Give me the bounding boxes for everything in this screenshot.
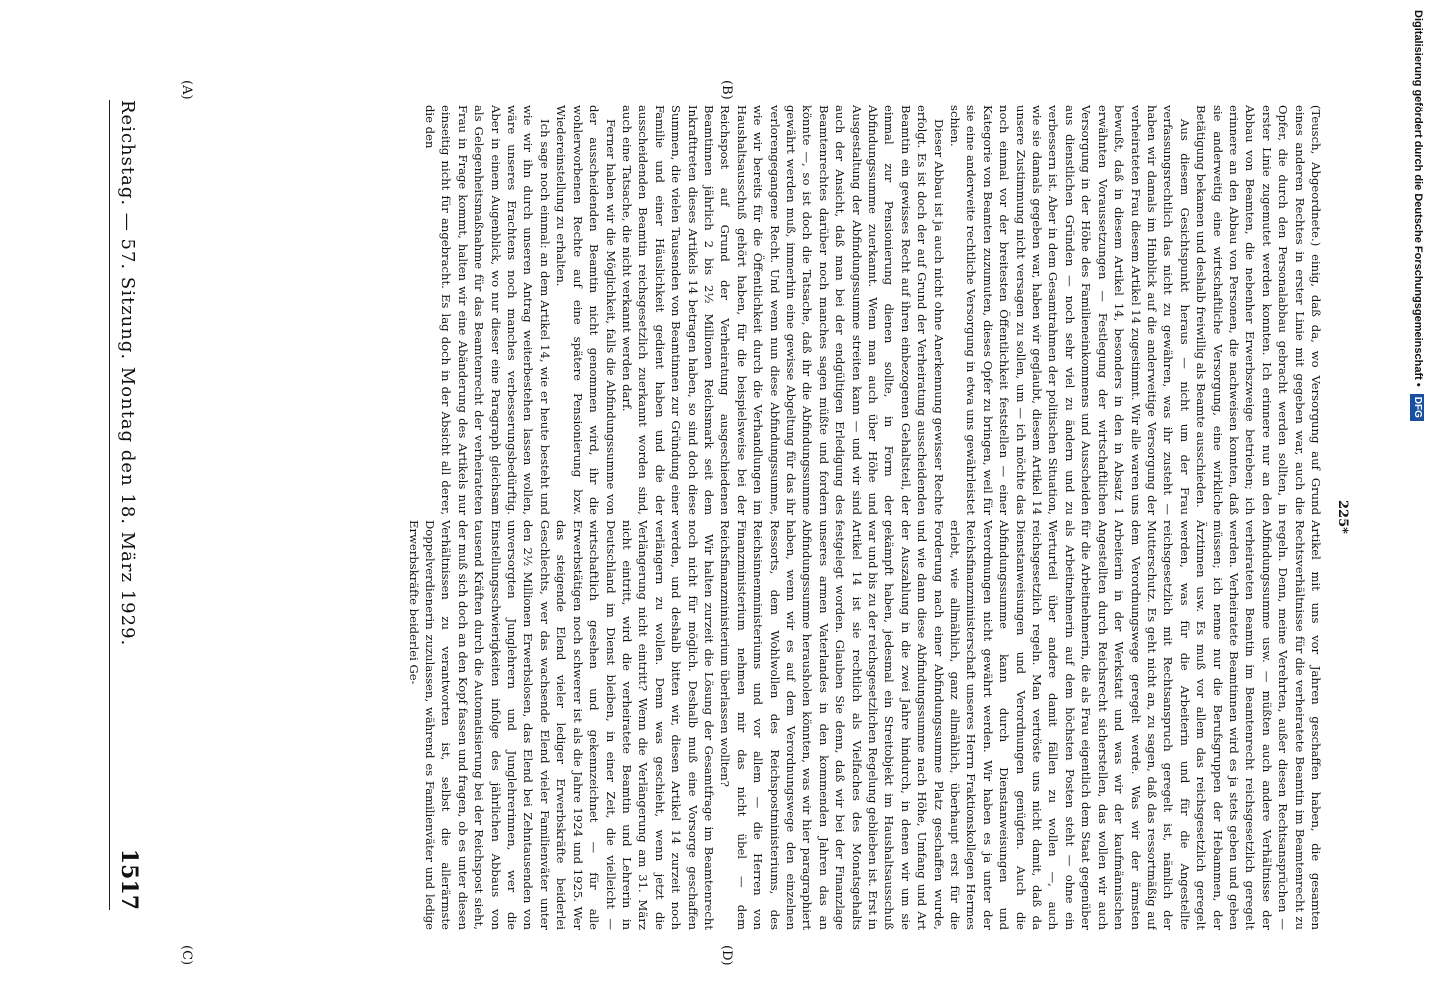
margin-marker-c: (C) xyxy=(179,945,194,966)
dfg-sidebar-text-wrap xyxy=(1404,0,1432,1000)
footer-signature-mark: 225* xyxy=(1335,500,1350,534)
paragraph: Aus diesem Gesichtspunkt heraus — nicht um der Frau verfassungsrechtlich das nicht zu gewähren, was ihr zusteht — haben wir damals im Hinblick auf die anderweitige Versorgung der verheirateten Frau diesem Artikel 14 zugestimmt. Wir alle waren uns bewußt, daß in diesem Artikel 14, besonders in den in Absatz 1 erwähnten Voraussetzungen — Festlegung der wirtschaftlichen Versorgung in der Höhe des Familieneinkommens und Ausscheiden aus dienstlichen Gründen — noch sehr viel zu ändern und zu verbessern ist. Aber in dem Gesamtrahmen der politischen Situation, wie sie damals gegeben war, haben wir geglaubt, diesem Artikel 14 unsere Zustimmung nicht versagen zu sollen, um — ich möchte das noch einmal vor der breitesten Öffentlichkeit feststellen — einer Kategorie von Beamten zuzumuten, dieses Opfer zu bringen, weil für sie eine anderweite rechtliche Versorgung in etwa uns gewährleistet schien. xyxy=(948,105,1192,515)
dfg-credit-text: Digitalisierung gefördert durch die Deutsche Forschungsgemeinschaft • xyxy=(1412,10,1424,387)
paragraph: (Teusch, Abgeordnete.) einig, daß da, wo Versorgung auf Grund eines anderen Rechtes in erster Linie mit gegeben war, auch die Opfer, die durch den Personalabbau gebracht werden sollten, in erster Linie zugemutet werden konnten. Ich erinnere nur an den Abbau von Beamten, die nebenher Erwerbszweige betrieben; ich erinnere an den Abbau von Personen, die nachweisen konnten, daß sie anderweitig eine wirtschaftliche Versorgung, eine wirkliche Betätigung bekamen und deshalb freiwillig als Beamte ausschieden. xyxy=(1194,105,1323,515)
margin-marker-b: (B) xyxy=(719,80,734,100)
paragraph: Dieser Abbau ist ja auch nicht ohne Anerkennung gewisser Rechte erfolgt. Es ist doch der auf Grund der Verheiratung ausscheidenden Beamtin ein gewisses Recht auf ihren einbezogenen Gehaltsteil, der einmal zur Pensionierung dienen sollte, in Form der Abfindungssumme zuerkannt. Wenn man auch über Höhe und Ausgestaltung der Abfindungssumme streiten kann — und wir sind auch der Ansicht, daß man bei der endgültigen Erledigung des Beamtenrechtes darüber noch manches sagen müßte und fordern könnte —, so ist doch die Tatsache, daß ihr die Abfindungssumme gewährt werden muß, immerhin eine gewisse Abgeltung für das ihr verlorengegangene Recht. Und wenn nun diese Abfindungssumme, wie wir bereits für die Öffentlichkeit durch die Verhandlungen im Haushaltsausschuß gehört haben, für die beispielsweise bei der Reichspost auf Grund der Verheiratung ausgeschiedenen Beamtinnen jährlich 2 bis 2½ Millionen Reichsmark seit dem Inkrafttreten dieses Artikels 14 betragen haben, so sind doch diese Summen, die vielen Tausenden von Beamtinnen zur Gründung einer Familie und einer Häuslichkeit gedient haben und die der ausscheidenden Beamtin reichsgesetzlich zuerkannt worden sind, auch eine Tatsache, die nicht verkannt werden darf. xyxy=(619,105,946,515)
page-number: 1517 xyxy=(116,848,142,910)
right-column xyxy=(149,520,1324,930)
margin-marker-a: (A) xyxy=(179,80,194,100)
paragraph: Artikel mit uns vor Jahren geschaffen haben, die gesamten Rechtsverhältnisse für die verheiratete Beamtin im Beamtenrecht zu regeln. Denn, meine Verehrten, außer diesen Rechtsansprüchen — Abfindungssumme usw. — müßten auch andere Verhältnisse der verheirateten Beamtin im Beamtenrecht reichsgesetzlich geregelt werden. Verheiratete Beamtinnen wird es ja stets geben und geben müssen; ich nenne nur die Berufsgruppen der Hebammen, der Ärztinnen usw. Es muß vor allem das reichsgesetzlich geregelt werden, was für die Arbeiterin und für die Angestellte reichsgesetzlich mit Rechtsanspruch geregelt ist, nämlich der Mutterschutz. Es geht nicht an, zu sagen, daß das ressortmäßig auf dem Verordnungswege geregelt werde. Was wir der ärmsten Arbeiterin in der Werkstatt und was wir der kaufmännischen Angestellten durch Reichsrecht sicherstellen, das wollen wir auch für die Arbeitnehmerin, die als Frau eigentlich dem Staat gegenüber als Arbeitnehmerin auf dem höchsten Posten steht — ohne ein Werturteil über andere damit fällen zu wollen —, auch reichsgesetzlich regeln. Man vertröste uns nicht damit, daß da Dienstanweisungen und Verordnungen genügten. Auch die Abfindungssumme kann durch Dienstanweisungen und Verordnungen nicht gewährt werden. Wir haben es ja unter der Reichsfinanzministerschaft unseres Herrn Fraktionskollegen Hermes erlebt, wie allmählich, ganz allmählich, überhaupt erst für die Forderung nach einer Abfindungssumme Platz geschaffen wurde, und wie dann diese Abfindungssumme nach Höhe, Umfang und Art der Auszahlung in die zwei Jahre hindurch, in denen wir um sie gekämpft haben, jedesmal ein Streitobjekt im Haushaltsausschuß war und bis zu der reichsgesetzlichen Regelung geblieben ist. Erst in Artikel 14 ist sie rechtlich als Vielfaches des Monatsgehalts festgelegt worden. Glauben Sie denn, daß wir bei der Finanzlage unseres armen Vaterlandes in den kommenden Jahren das an Abfindungssumme herausholen könnten, was wir hier paragraphiert haben, wenn wir es auf dem Verordnungswege den einzelnen Ressorts, dem Wohlwollen des Reichspostministeriums, des Reichsinnenministeriums und vor allem — die Herren von Finanzministerium nehmen mir das nicht übel — dem Reichsfinanzministerium überlassen wollten? xyxy=(718,520,1323,930)
header-title: Reichstag. — 57. Sitzung. Montag den 18. März 1929. xyxy=(117,100,138,647)
paragraph: Ich sage noch einmal: an dem Artikel 14, wie er heute besteht und wie wir ihn durch unseren Antrag weiterbestehen lassen wollen, wäre unseres Erachtens noch manches verbesserungsbedürftig. Aber in einem Augenblick, wo nur dieser eine Paragraph gleichsam als Gelegenheitsmaßnahme für das Beamtenrecht der verheirateten Frau in Frage kommt, halten wir eine Abänderung des Artikels nur einseitig nicht für angebracht. Es lag doch in der Absicht all derer, die den xyxy=(423,105,552,515)
header-rule xyxy=(109,100,110,910)
margin-marker-d: (D) xyxy=(719,945,734,966)
left-column xyxy=(149,105,1324,515)
paragraph: Ferner haben wir die Möglichkeit, falls die Abfindungssumme von der ausscheidenden Beamtin nicht genommen wird, ihr die wohlerworbenen Rechte auf eine spätere Pensionierung bzw. Wiedereinstellung zu erhalten. xyxy=(554,105,618,515)
page-header xyxy=(108,80,142,940)
dfg-logo: DFG xyxy=(1410,394,1424,421)
dfg-sidebar xyxy=(1404,0,1432,1000)
paragraph: Wir halten zurzeit die Lösung der Gesamtfrage im Beamtenrecht noch nicht für möglich. Deshalb muß eine Vorsorge geschaffen werden, und deshalb bitten wir, diesen Artikel 14 zurzeit noch verlängern zu wollen. Denn was geschieht, wenn jetzt die Verlängerung nicht eintritt? Wenn die Verlängerung am 31. März nicht eintritt, wird die verheiratete Beamtin und Lehrerin in Deutschland im Dienst bleiben, in einer Zeit, die vielleicht — wirtschaftlich gesehen und gekennzeichnet — für alle Erwerbstätigen noch schwerer ist als die Jahre 1924 und 1925. Wer das steigende Elend vieler lediger Erwerbskräfte beiderlei Geschlechts, wer das wachsende Elend vieler Familienväter unter den 2½ Millionen Erwerbslosen, das Elend bei Zehntausenden von unversorgten Junglehrern und Junglehrerinnen, wer die Einstellungsschwierigkeiten infolge des jährlichen Abbaus von tausend Kräften durch die Automatisierung bei der Reichspost sieht, der muß sich doch an den Kopf fassen und fragen, ob es unter diesen Verhältnissen zu verantworten ist, selbst die allerärmste Doppelverdienerin zuzulassen, während es Familienväter und ledige Erwerbskräfte beiderlei Ge- xyxy=(406,520,716,930)
